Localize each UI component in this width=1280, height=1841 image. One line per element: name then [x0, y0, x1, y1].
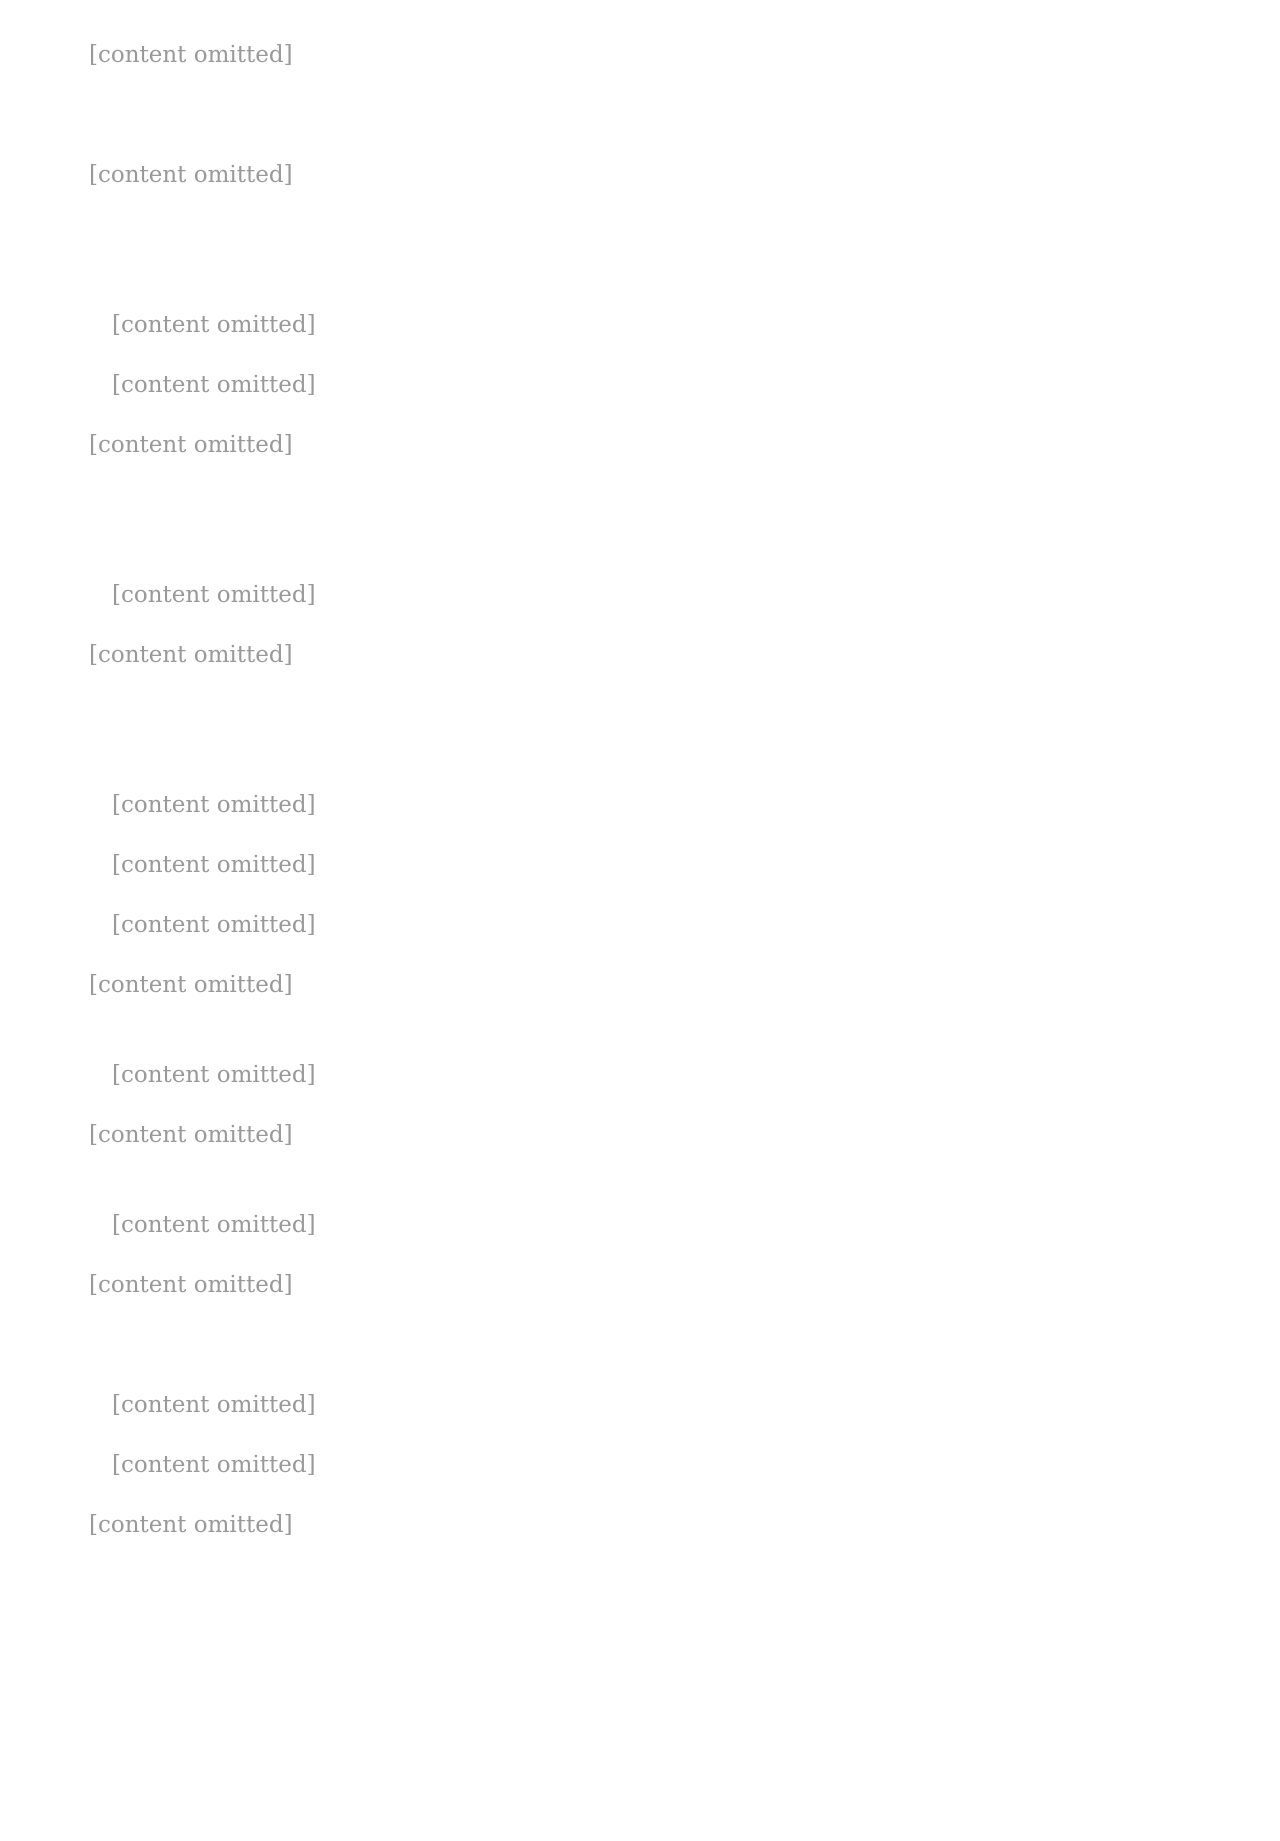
dialogue-line: [content omitted] — [112, 792, 316, 818]
body-paragraph: [content omitted] — [89, 432, 293, 458]
dialogue-line: [content omitted] — [112, 312, 316, 338]
dialogue-line: [content omitted] — [112, 372, 316, 398]
dialogue-line: [content omitted] — [112, 852, 316, 878]
body-paragraph: [content omitted] — [89, 42, 293, 68]
dialogue-line: [content omitted] — [112, 1212, 316, 1238]
body-paragraph: [content omitted] — [89, 642, 293, 668]
document-page — [66, 40, 1206, 1660]
body-paragraph: [content omitted] — [89, 1122, 293, 1148]
dialogue-line: [content omitted] — [112, 582, 316, 608]
body-paragraph: [content omitted] — [89, 972, 293, 998]
body-paragraph: [content omitted] — [89, 162, 293, 188]
body-paragraph: [content omitted] — [89, 1512, 293, 1538]
dialogue-line: [content omitted] — [112, 1392, 316, 1418]
dialogue-line: [content omitted] — [112, 1062, 316, 1088]
dialogue-line: [content omitted] — [112, 912, 316, 938]
dialogue-line: [content omitted] — [112, 1452, 316, 1478]
body-paragraph: [content omitted] — [89, 1272, 293, 1298]
